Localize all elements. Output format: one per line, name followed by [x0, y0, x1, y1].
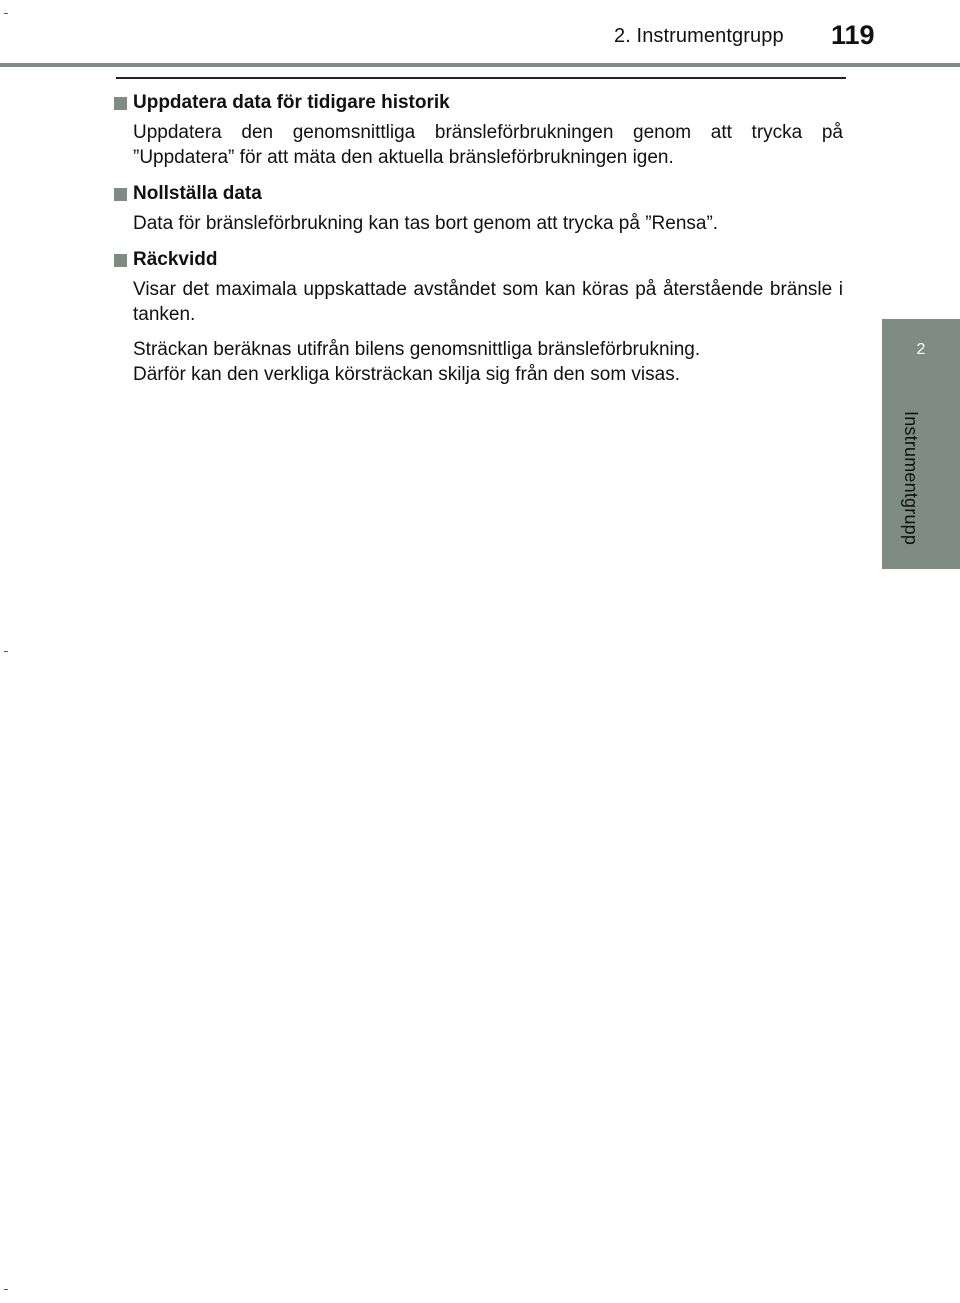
section-range — [113, 246, 843, 387]
main-content — [113, 89, 843, 397]
crop-mark — [4, 651, 8, 652]
header-band — [0, 63, 960, 67]
header-rule — [116, 77, 846, 79]
section-heading-text: Uppdatera data för tidigare historik — [133, 92, 450, 113]
square-bullet-icon — [114, 254, 127, 267]
square-bullet-icon — [114, 188, 127, 201]
section-paragraph: Visar det maximala uppskattade avståndet som kan köras på återstående bränsle i tanken. — [133, 279, 843, 325]
section-paragraph: Uppdatera den genomsnittliga bränsleförbrukningen genom att trycka på ”Uppdatera” för att mäta den aktuella bränsleförbrukningen igen. — [133, 122, 843, 168]
square-bullet-icon — [114, 97, 127, 110]
chapter-tab-label: Instrumentgrupp — [901, 411, 921, 546]
page-number: 119 — [831, 20, 875, 50]
chapter-tab[interactable] — [882, 319, 960, 569]
section-paragraph: Därför kan den verkliga körsträckan skilja sig från den som visas. — [133, 364, 681, 385]
section-heading-text: Nollställa data — [133, 183, 262, 204]
chapter-tab-number: 2 — [916, 341, 926, 358]
section-heading — [113, 246, 843, 274]
section-heading-text: Räckvidd — [133, 249, 218, 270]
section-reset-data — [113, 180, 843, 236]
header-section-title: 2. Instrumentgrupp — [614, 25, 784, 47]
crop-mark — [4, 13, 8, 14]
section-update-history — [113, 89, 843, 170]
section-paragraph: Data för bränsleförbrukning kan tas bort genom att trycka på ”Rensa”. — [133, 213, 719, 234]
crop-mark — [4, 1289, 8, 1290]
section-heading — [113, 180, 843, 208]
section-heading — [113, 89, 843, 117]
section-paragraph: Sträckan beräknas utifrån bilens genomsnittliga bränsleförbrukning. — [133, 339, 701, 360]
